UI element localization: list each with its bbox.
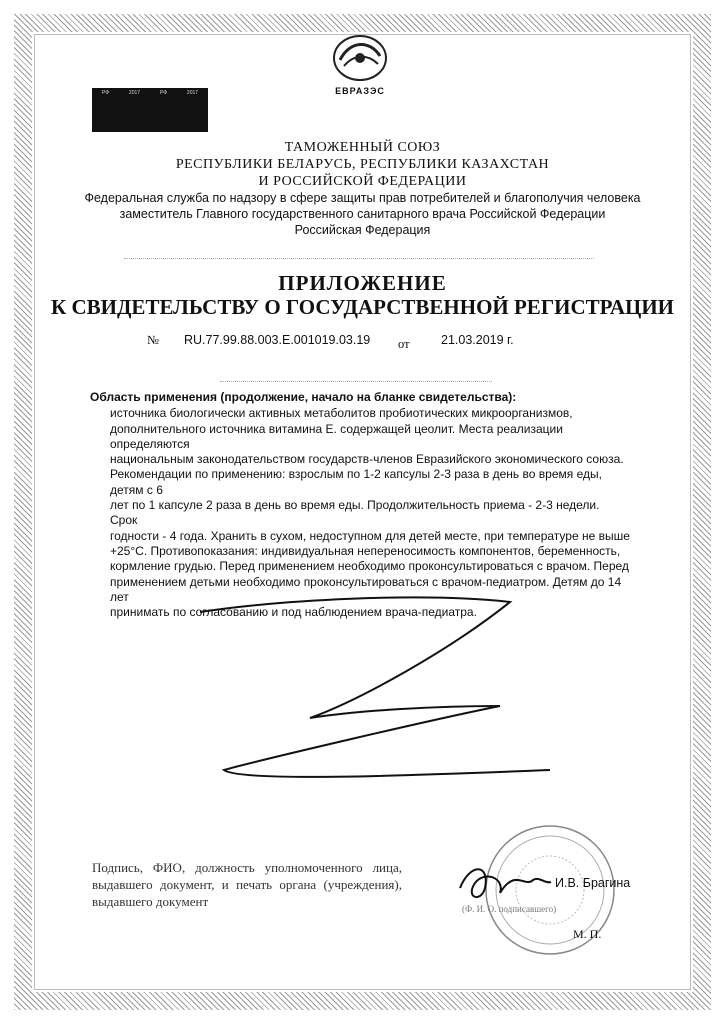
- issuing-agency: [0, 190, 725, 238]
- hologram-sticker: [92, 88, 208, 132]
- scope-line: источника биологически активных метаболитов пробиотических микроорганизмов,: [110, 406, 573, 421]
- z-cancellation-mark: [200, 590, 600, 790]
- hologram-mark: РФ: [159, 90, 168, 96]
- scope-heading: Область применения (продолжение, начало на бланке свидетельства):: [90, 390, 517, 404]
- document-subtitle: К СВИДЕТЕЛЬСТВУ О ГОСУДАРСТВЕННОЙ РЕГИСТРАЦИИ: [51, 295, 674, 319]
- hologram-mark: РФ: [101, 90, 110, 96]
- signature-caption: Подпись, ФИО, должность уполномоченного лица, выдавшего документ, и печать органа (учреждения), выдавшего документ: [92, 860, 402, 909]
- scope-line: годности - 4 года. Хранить в сухом, недоступном для детей месте, при температуре не выше: [110, 528, 630, 543]
- eurasec-emblem: [320, 30, 400, 100]
- scope-line: лет по 1 капсуле 2 раза в день во время еды. Продолжительность приема - 2-3 недели. Срок: [110, 498, 600, 528]
- heading-line: И РОССИЙСКОЙ ФЕДЕРАЦИИ: [258, 174, 467, 189]
- scope-line: дополнительного источника витамина Е. содержащей цеолит. Места реализации определяются: [110, 421, 563, 451]
- scope-line: принимать по согласованию и под наблюдением врача-педиатра.: [110, 605, 477, 620]
- registration-number: RU.77.99.88.003.E.001019.03.19: [184, 333, 371, 347]
- scope-line: национальным законодательством государств-членов Евразийского экономического союза.: [110, 452, 624, 467]
- number-underline: [220, 381, 492, 382]
- agency-line: Российская Федерация: [294, 223, 431, 237]
- customs-union-heading: [0, 139, 725, 190]
- agency-line: Федеральная служба по надзору в сфере защиты прав потребителей и благополучия человека: [84, 191, 641, 205]
- scope-line: Рекомендации по применению: взрослым по 1-2 капсулы 2-3 раза в день во время еды, детям с 6: [110, 467, 602, 497]
- number-label: №: [147, 333, 159, 347]
- emblem-icon: [320, 30, 400, 88]
- scope-line: кормление грудью. Перед применением необходимо проконсультироваться с врачом. Перед: [110, 559, 629, 574]
- signer-name: И.В. Брагина: [555, 876, 631, 890]
- hologram-mark: 2017: [128, 90, 141, 96]
- from-label: от: [398, 337, 410, 351]
- heading-line: РЕСПУБЛИКИ БЕЛАРУСЬ, РЕСПУБЛИКИ КАЗАХСТАН: [175, 157, 550, 172]
- agency-line: заместитель Главного государственного санитарного врача Российской Федерации: [119, 207, 606, 221]
- heading-line: ТАМОЖЕННЫЙ СОЮЗ: [284, 140, 441, 155]
- registration-date: 21.03.2019 г.: [441, 333, 514, 347]
- scope-line: +25°С. Противопоказания: индивидуальная непереносимость компонентов, беременность,: [110, 543, 621, 558]
- stamp-place-label: М. П.: [573, 927, 602, 941]
- scope-line: применением детьми необходимо проконсультироваться с врачом-педиатром. Детям до 14 лет: [110, 574, 622, 604]
- agency-underline: [124, 258, 594, 259]
- hologram-mark: 2017: [186, 90, 199, 96]
- emblem-label: ЕВРАЗЭС: [335, 86, 385, 96]
- scope-of-application: [90, 390, 630, 620]
- handwritten-signature: [455, 858, 555, 908]
- document-title: ПРИЛОЖЕНИЕ: [278, 271, 447, 295]
- fio-caption: (Ф. И. О. подписавшего): [462, 904, 557, 914]
